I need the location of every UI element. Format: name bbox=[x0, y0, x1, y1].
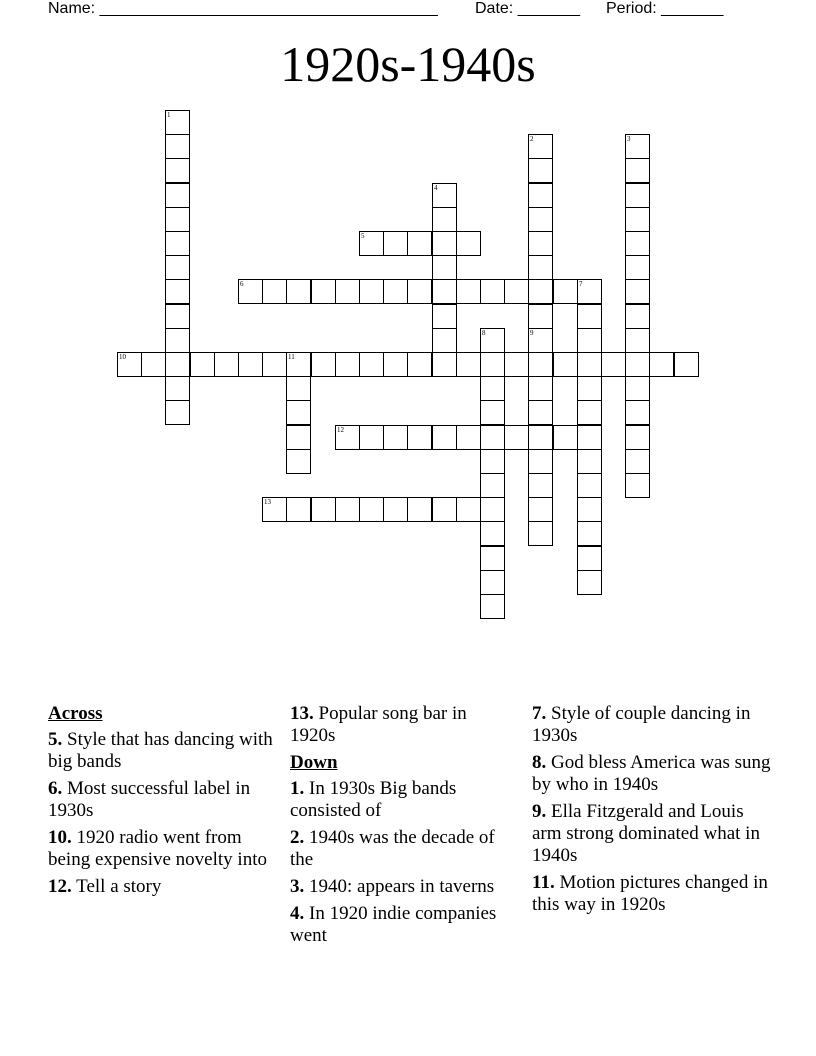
clue-text: 1940s was the decade of the bbox=[290, 827, 495, 870]
name-field[interactable]: Name: ______________________________________ bbox=[48, 0, 438, 17]
clue-number: 10. bbox=[48, 827, 72, 848]
crossword-cell[interactable] bbox=[383, 352, 408, 377]
crossword-cell[interactable] bbox=[625, 425, 650, 450]
crossword-cell[interactable] bbox=[625, 400, 650, 425]
crossword-cell[interactable] bbox=[432, 425, 457, 450]
crossword-cell[interactable] bbox=[286, 352, 311, 377]
crossword-cell[interactable] bbox=[383, 425, 408, 450]
clue-number: 5. bbox=[48, 729, 63, 750]
crossword-cell[interactable] bbox=[165, 183, 190, 208]
crossword-cell[interactable] bbox=[577, 449, 602, 474]
crossword-cell[interactable] bbox=[528, 255, 553, 280]
clue-down-7 bbox=[532, 703, 772, 747]
crossword-cell[interactable] bbox=[625, 158, 650, 183]
crossword-cell[interactable] bbox=[165, 352, 190, 377]
crossword-cell[interactable] bbox=[432, 183, 457, 208]
crossword-cell[interactable] bbox=[577, 497, 602, 522]
crossword-cell[interactable] bbox=[528, 328, 553, 353]
clue-number-label: 8 bbox=[482, 329, 486, 337]
crossword-cell[interactable] bbox=[528, 158, 553, 183]
clue-text: Style of couple dancing in 1930s bbox=[532, 703, 751, 746]
clue-text: Motion pictures changed in this way in 1920s bbox=[532, 872, 768, 915]
crossword-cell[interactable] bbox=[480, 521, 505, 546]
crossword-cell[interactable] bbox=[577, 328, 602, 353]
crossword-cell[interactable] bbox=[577, 473, 602, 498]
crossword-cell[interactable] bbox=[480, 546, 505, 571]
clue-number-label: 6 bbox=[240, 280, 244, 288]
crossword-cell[interactable] bbox=[480, 594, 505, 619]
crossword-cell[interactable] bbox=[649, 352, 674, 377]
clue-number: 2. bbox=[290, 827, 305, 848]
clue-number-label: 9 bbox=[530, 329, 534, 337]
clue-number: 8. bbox=[532, 752, 547, 773]
crossword-cell[interactable] bbox=[625, 304, 650, 329]
crossword-cell[interactable] bbox=[165, 304, 190, 329]
crossword-cell[interactable] bbox=[480, 352, 505, 377]
clue-down-8 bbox=[532, 752, 772, 796]
crossword-cell[interactable] bbox=[286, 376, 311, 401]
clues-column-3 bbox=[532, 703, 772, 921]
crossword-cell[interactable] bbox=[311, 352, 336, 377]
crossword-cell[interactable] bbox=[504, 352, 529, 377]
crossword-cell[interactable] bbox=[165, 134, 190, 159]
down-heading: Down bbox=[290, 752, 338, 773]
crossword-cell[interactable] bbox=[407, 279, 432, 304]
page-title: 1920s-1940s bbox=[280, 36, 536, 92]
crossword-cell[interactable] bbox=[456, 279, 481, 304]
crossword-cell[interactable] bbox=[117, 352, 142, 377]
crossword-cell[interactable] bbox=[553, 425, 578, 450]
crossword-cell[interactable] bbox=[528, 279, 553, 304]
crossword-cell[interactable] bbox=[238, 352, 263, 377]
crossword-cell[interactable] bbox=[359, 231, 384, 256]
crossword-cell[interactable] bbox=[528, 449, 553, 474]
date-field[interactable]: Date: _______ bbox=[475, 0, 580, 17]
clue-across-10 bbox=[48, 827, 273, 871]
crossword-cell[interactable] bbox=[504, 425, 529, 450]
clue-number-label: 12 bbox=[337, 426, 344, 434]
clue-text: 1920 radio went from being expensive novelty into bbox=[48, 827, 267, 870]
crossword-cell[interactable] bbox=[480, 425, 505, 450]
crossword-cell[interactable] bbox=[165, 231, 190, 256]
clue-text: In 1920 indie companies went bbox=[290, 903, 497, 946]
crossword-cell[interactable] bbox=[286, 449, 311, 474]
crossword-cell[interactable] bbox=[480, 400, 505, 425]
across-heading: Across bbox=[48, 703, 103, 724]
crossword-cell[interactable] bbox=[480, 473, 505, 498]
crossword-cell[interactable] bbox=[528, 425, 553, 450]
crossword-cell[interactable] bbox=[165, 255, 190, 280]
crossword-cell[interactable] bbox=[480, 570, 505, 595]
crossword-cell[interactable] bbox=[625, 207, 650, 232]
crossword-cell[interactable] bbox=[625, 183, 650, 208]
crossword-cell[interactable] bbox=[262, 352, 287, 377]
crossword-cell[interactable] bbox=[480, 497, 505, 522]
crossword-cell[interactable] bbox=[407, 497, 432, 522]
clue-number: 4. bbox=[290, 903, 305, 924]
clue-text: Style that has dancing with big bands bbox=[48, 729, 273, 772]
crossword-cell[interactable] bbox=[625, 449, 650, 474]
crossword-cell[interactable] bbox=[335, 279, 360, 304]
clue-across-12 bbox=[48, 876, 273, 898]
crossword-cell[interactable] bbox=[286, 425, 311, 450]
clue-text: Most successful label in 1930s bbox=[48, 778, 251, 821]
crossword-cell[interactable] bbox=[577, 570, 602, 595]
clue-number: 13. bbox=[290, 703, 314, 724]
crossword-cell[interactable] bbox=[286, 400, 311, 425]
crossword-cell[interactable] bbox=[480, 279, 505, 304]
clue-number-label: 1 bbox=[167, 111, 171, 119]
crossword-cell[interactable] bbox=[528, 134, 553, 159]
clue-text: 1940: appears in taverns bbox=[309, 876, 495, 897]
clue-number: 12. bbox=[48, 876, 72, 897]
crossword-cell[interactable] bbox=[286, 497, 311, 522]
crossword-cell[interactable] bbox=[165, 158, 190, 183]
crossword-cell[interactable] bbox=[214, 352, 239, 377]
clue-number: 7. bbox=[532, 703, 547, 724]
crossword-cell[interactable] bbox=[383, 497, 408, 522]
clue-number-label: 11 bbox=[288, 353, 295, 361]
clues-column-1 bbox=[48, 703, 273, 903]
crossword-cell[interactable] bbox=[504, 279, 529, 304]
crossword-cell[interactable] bbox=[165, 207, 190, 232]
crossword-cell[interactable] bbox=[577, 352, 602, 377]
crossword-cell[interactable] bbox=[528, 497, 553, 522]
crossword-cell[interactable] bbox=[577, 546, 602, 571]
crossword-cell[interactable] bbox=[528, 473, 553, 498]
clue-down-4 bbox=[290, 903, 515, 947]
clue-across-13 bbox=[290, 703, 515, 747]
clue-number: 3. bbox=[290, 876, 305, 897]
crossword-cell[interactable] bbox=[528, 304, 553, 329]
crossword-cell[interactable] bbox=[577, 376, 602, 401]
clue-text: Tell a story bbox=[76, 876, 162, 897]
crossword-cell[interactable] bbox=[432, 352, 457, 377]
crossword-cell[interactable] bbox=[625, 376, 650, 401]
clues-column-2 bbox=[290, 703, 515, 952]
crossword-cell[interactable] bbox=[480, 376, 505, 401]
crossword-cell[interactable] bbox=[625, 231, 650, 256]
crossword-cell[interactable] bbox=[577, 400, 602, 425]
clue-text: In 1930s Big bands consisted of bbox=[290, 778, 457, 821]
crossword-cell[interactable] bbox=[359, 352, 384, 377]
clue-text: Ella Fitzgerald and Louis arm strong dominated what in 1940s bbox=[532, 801, 760, 866]
crossword-cell[interactable] bbox=[190, 352, 215, 377]
clue-number-label: 13 bbox=[264, 498, 271, 506]
crossword-cell[interactable] bbox=[141, 352, 166, 377]
crossword-cell[interactable] bbox=[528, 352, 553, 377]
clue-across-5 bbox=[48, 729, 273, 773]
crossword-cell[interactable] bbox=[359, 497, 384, 522]
crossword-cell[interactable] bbox=[528, 231, 553, 256]
crossword-cell[interactable] bbox=[286, 279, 311, 304]
crossword-cell[interactable] bbox=[528, 521, 553, 546]
crossword-cell[interactable] bbox=[625, 279, 650, 304]
crossword-cell[interactable] bbox=[625, 328, 650, 353]
crossword-cell[interactable] bbox=[625, 134, 650, 159]
crossword-cell[interactable] bbox=[335, 352, 360, 377]
crossword-cell[interactable] bbox=[165, 279, 190, 304]
clue-down-2 bbox=[290, 827, 515, 871]
clue-number-label: 5 bbox=[361, 232, 365, 240]
crossword-cell[interactable] bbox=[528, 183, 553, 208]
clue-number: 11. bbox=[532, 872, 555, 893]
crossword-cell[interactable] bbox=[383, 279, 408, 304]
crossword-cell[interactable] bbox=[553, 279, 578, 304]
crossword-cell[interactable] bbox=[528, 400, 553, 425]
clue-text: God bless America was sung by who in 1940s bbox=[532, 752, 771, 795]
clue-number-label: 7 bbox=[579, 280, 583, 288]
crossword-cell[interactable] bbox=[432, 231, 457, 256]
crossword-cell[interactable] bbox=[165, 400, 190, 425]
clue-down-3 bbox=[290, 876, 515, 898]
crossword-cell[interactable] bbox=[577, 279, 602, 304]
crossword-cell[interactable] bbox=[262, 279, 287, 304]
crossword-cell[interactable] bbox=[456, 352, 481, 377]
crossword-cell[interactable] bbox=[432, 255, 457, 280]
crossword-cell[interactable] bbox=[674, 352, 699, 377]
crossword-cell[interactable] bbox=[165, 376, 190, 401]
crossword-cell[interactable] bbox=[407, 425, 432, 450]
crossword-cell[interactable] bbox=[262, 497, 287, 522]
clue-number-label: 4 bbox=[434, 184, 438, 192]
clue-down-1 bbox=[290, 778, 515, 822]
crossword-cell[interactable] bbox=[625, 473, 650, 498]
crossword-cell[interactable] bbox=[528, 376, 553, 401]
clue-number-label: 10 bbox=[119, 353, 126, 361]
crossword-cell[interactable] bbox=[359, 279, 384, 304]
crossword-cell[interactable] bbox=[432, 497, 457, 522]
crossword-cell[interactable] bbox=[432, 304, 457, 329]
crossword-cell[interactable] bbox=[311, 279, 336, 304]
crossword-cell[interactable] bbox=[577, 521, 602, 546]
crossword-cell[interactable] bbox=[577, 425, 602, 450]
crossword-cell[interactable] bbox=[601, 352, 626, 377]
clue-number: 6. bbox=[48, 778, 63, 799]
crossword-cell[interactable] bbox=[432, 279, 457, 304]
crossword-cell[interactable] bbox=[480, 328, 505, 353]
crossword-cell[interactable] bbox=[407, 231, 432, 256]
clue-number: 1. bbox=[290, 778, 305, 799]
crossword-cell[interactable] bbox=[456, 497, 481, 522]
crossword-cell[interactable] bbox=[359, 425, 384, 450]
crossword-cell[interactable] bbox=[625, 255, 650, 280]
crossword-cell[interactable] bbox=[238, 279, 263, 304]
crossword-cell[interactable] bbox=[383, 231, 408, 256]
clue-down-11 bbox=[532, 872, 772, 916]
crossword-cell[interactable] bbox=[480, 449, 505, 474]
crossword-cell[interactable] bbox=[432, 328, 457, 353]
crossword-cell[interactable] bbox=[456, 231, 481, 256]
crossword-cell[interactable] bbox=[407, 352, 432, 377]
clue-number: 9. bbox=[532, 801, 547, 822]
crossword-cell[interactable] bbox=[335, 497, 360, 522]
crossword-cell[interactable] bbox=[577, 304, 602, 329]
clue-across-6 bbox=[48, 778, 273, 822]
crossword-cell[interactable] bbox=[528, 207, 553, 232]
clue-text: Popular song bar in 1920s bbox=[290, 703, 467, 746]
crossword-cell[interactable] bbox=[335, 425, 360, 450]
crossword-cell[interactable] bbox=[553, 352, 578, 377]
crossword-cell[interactable] bbox=[432, 207, 457, 232]
period-field[interactable]: Period: _______ bbox=[606, 0, 724, 17]
crossword-cell[interactable] bbox=[311, 497, 336, 522]
clue-down-9 bbox=[532, 801, 772, 867]
crossword-cell[interactable] bbox=[456, 425, 481, 450]
clue-number-label: 3 bbox=[627, 135, 631, 143]
crossword-cell[interactable] bbox=[165, 110, 190, 135]
crossword-cell[interactable] bbox=[165, 328, 190, 353]
clue-number-label: 2 bbox=[530, 135, 534, 143]
crossword-cell[interactable] bbox=[625, 352, 650, 377]
